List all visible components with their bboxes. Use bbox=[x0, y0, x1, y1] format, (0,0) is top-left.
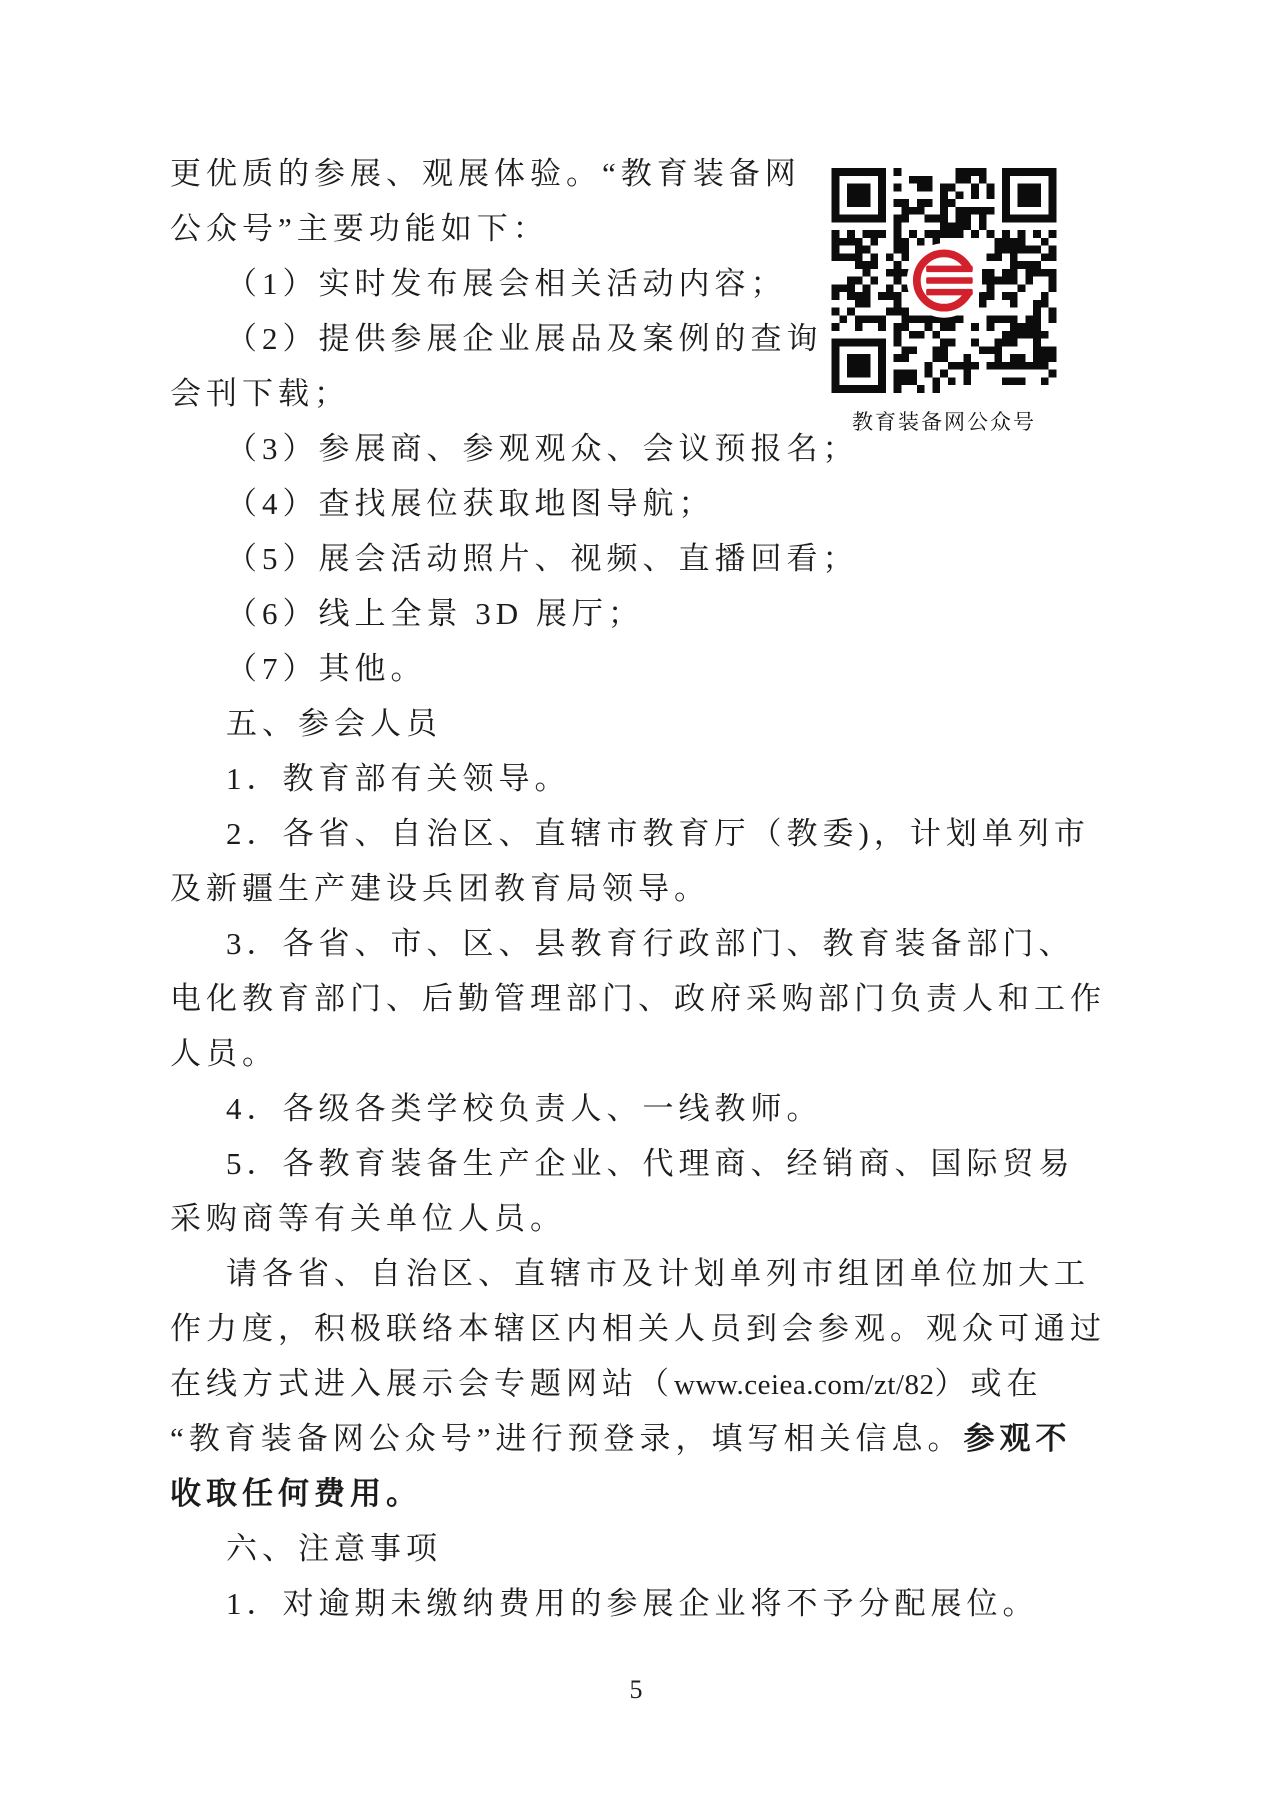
url-text: www.ceiea.com/zt/82 bbox=[674, 1369, 935, 1401]
page-number: 5 bbox=[629, 1675, 643, 1704]
text-line: 六、注意事项 bbox=[226, 1531, 442, 1566]
text-line: 电化教育部门、后勤管理部门、政府采购部门负责人和工作 bbox=[170, 981, 1106, 1016]
text-line: 会刊下载； bbox=[170, 376, 350, 411]
text-line: （1）实时发布展会相关活动内容； bbox=[226, 266, 787, 301]
text-line: “教育装备网公众号”进行预登录，填写相关信息。参观不 bbox=[170, 1421, 1072, 1456]
text-line: 人员。 bbox=[170, 1036, 278, 1071]
text-line: （4）查找展位获取地图导航； bbox=[226, 486, 715, 521]
text-line: 五、参会人员 bbox=[226, 706, 442, 741]
text-line: 公众号”主要功能如下： bbox=[170, 211, 549, 246]
text-line: 作力度，积极联络本辖区内相关人员到会参观。观众可通过 bbox=[170, 1311, 1106, 1346]
text-line: 1．对逾期未缴纳费用的参展企业将不予分配展位。 bbox=[226, 1586, 1039, 1621]
intro-paragraph bbox=[170, 146, 830, 421]
text-line: （2）提供参展企业展品及案例的查询 bbox=[226, 321, 823, 356]
text-line: 采购商等有关单位人员。 bbox=[170, 1201, 566, 1236]
body-paragraphs bbox=[170, 421, 1110, 1631]
bold-text: 参观不 bbox=[963, 1421, 1072, 1456]
text-line: 请各省、自治区、直辖市及计划单列市组团单位加大工 bbox=[226, 1256, 1090, 1291]
qr-caption: 教育装备网公众号 bbox=[852, 410, 1036, 434]
text-line: （5）展会活动照片、视频、直播回看； bbox=[226, 541, 859, 576]
qr-code-icon bbox=[828, 168, 1060, 393]
text-line: 5．各教育装备生产企业、代理商、经销商、国际贸易 bbox=[226, 1146, 1075, 1181]
text-line: 3．各省、市、区、县教育行政部门、教育装备部门、 bbox=[226, 926, 1075, 961]
text-line: （3）参展商、参观观众、会议预报名； bbox=[226, 431, 859, 466]
text-line: 1．教育部有关领导。 bbox=[226, 761, 571, 796]
bold-text: 收取任何费用。 bbox=[170, 1476, 422, 1511]
qr-figure bbox=[828, 168, 1060, 436]
text-line: 2．各省、自治区、直辖市教育厅（教委)，计划单列市 bbox=[226, 816, 1090, 851]
text-line: （6）线上全景 3D 展厅； bbox=[226, 596, 644, 631]
text-line bbox=[170, 1466, 1110, 1521]
text-line: （7）其他。 bbox=[226, 651, 427, 686]
text-line: 及新疆生产建设兵团教育局领导。 bbox=[170, 871, 710, 906]
text-line: 在线方式进入展示会专题网站（www.ceiea.com/zt/82）或在 bbox=[170, 1366, 1043, 1401]
text-line: 更优质的参展、观展体验。“教育装备网 bbox=[170, 156, 801, 191]
text-line: 4．各级各类学校负责人、一线教师。 bbox=[226, 1091, 823, 1126]
